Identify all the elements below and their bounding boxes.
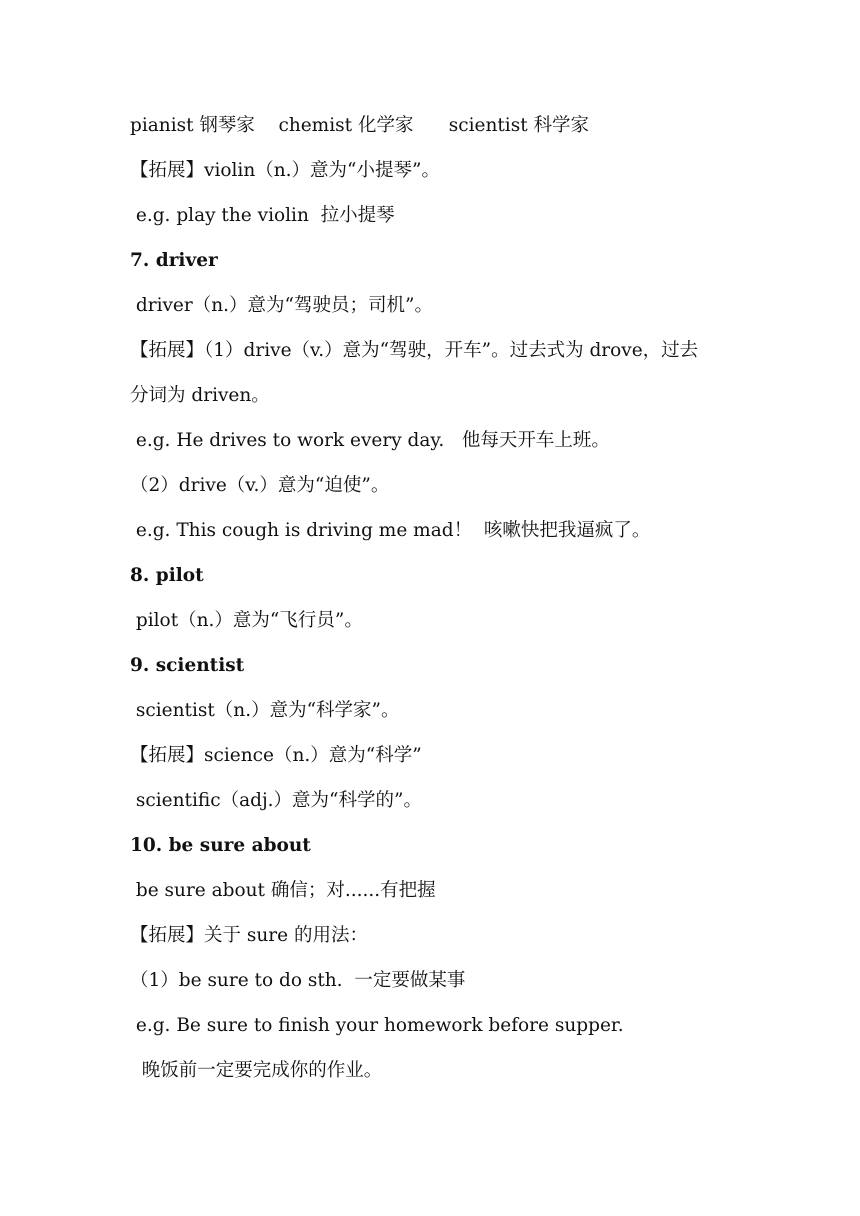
- example-violin: e.g. play the violin 拉小提琴: [130, 205, 395, 226]
- heading-scientist: 9. scientist: [130, 655, 245, 676]
- heading-driver: 7. driver: [130, 250, 218, 271]
- example-drive-1: e.g. He drives to work every day. 他每天开车上班。: [130, 430, 610, 451]
- extension-violin: 【拓展】violin（n.）意为“小提琴”。: [130, 160, 440, 181]
- example-drive-2: e.g. This cough is driving me mad！ 咳嗽快把我逼疯了。: [130, 520, 651, 541]
- definition-driver: driver（n.）意为“驾驶员；司机”。: [130, 295, 433, 316]
- extension-drive-1-cont: 分词为 driven。: [130, 385, 270, 406]
- extension-drive-2: （2）drive（v.）意为“迫使”。: [130, 475, 390, 496]
- example-be-sure-to: e.g. Be sure to finish your homework before supper.: [130, 1015, 624, 1036]
- vocab-examples-line: pianist 钢琴家 chemist 化学家 scientist 科学家: [130, 115, 590, 136]
- heading-be-sure-about: 10. be sure about: [130, 835, 311, 856]
- definition-pilot: pilot（n.）意为“飞行员”。: [130, 610, 363, 631]
- extension-science: 【拓展】science（n.）意为“科学”: [130, 745, 422, 766]
- definition-be-sure-about: be sure about 确信；对......有把握: [130, 880, 436, 901]
- definition-scientist: scientist（n.）意为“科学家”。: [130, 700, 400, 721]
- extension-sure-usage: 【拓展】关于 sure 的用法：: [130, 925, 368, 946]
- example-be-sure-to-translation: 晚饭前一定要完成你的作业。: [130, 1060, 383, 1081]
- extension-drive-1: 【拓展】（1）drive（v.）意为“驾驶，开车”。过去式为 drove，过去: [130, 340, 699, 361]
- extension-scientific: scientific（adj.）意为“科学的”。: [130, 790, 422, 811]
- heading-pilot: 8. pilot: [130, 565, 204, 586]
- sure-usage-1: （1）be sure to do sth. 一定要做某事: [130, 970, 466, 991]
